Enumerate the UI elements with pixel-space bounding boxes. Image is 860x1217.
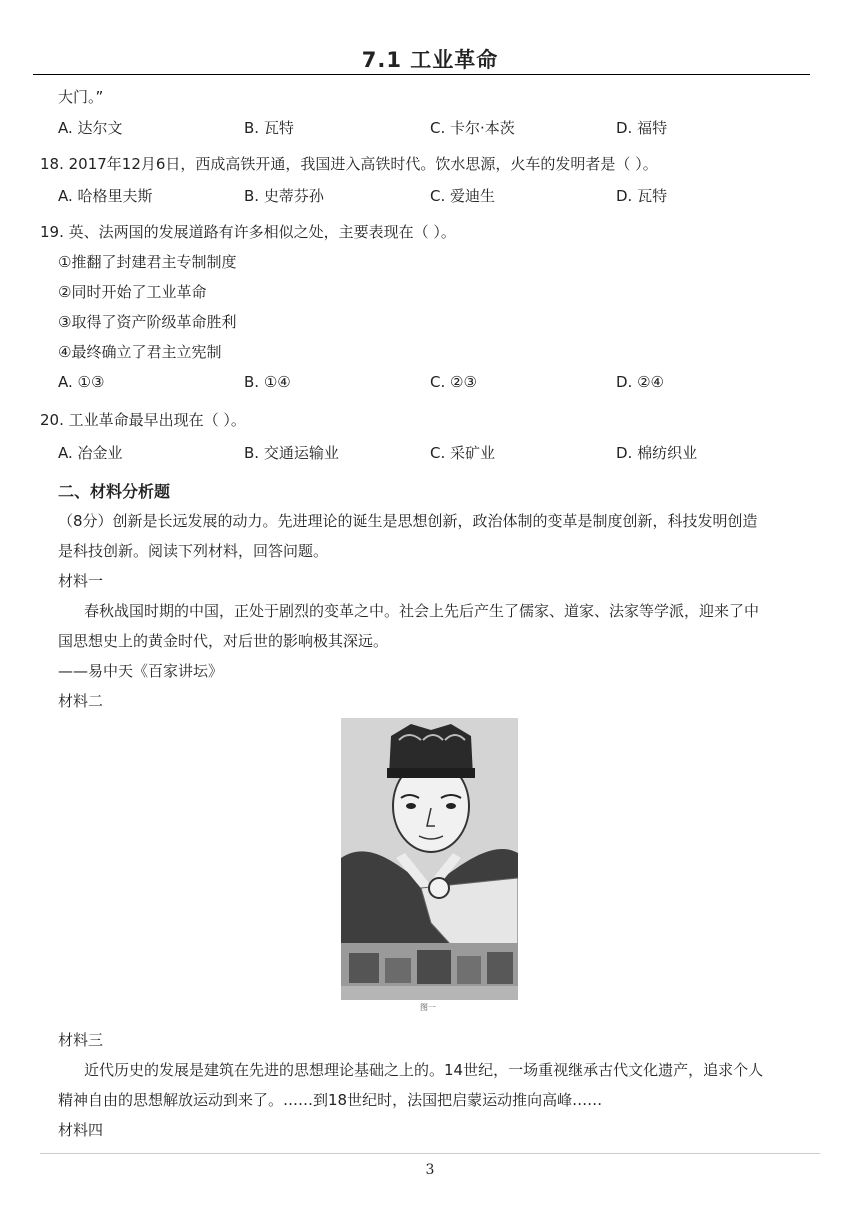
q18-option-a: A. 哈格里夫斯 [58,187,153,205]
q18-option-c: C. 爱迪生 [430,187,496,205]
material-2-label: 材料二 [58,692,104,710]
q20-option-a: A. 冶金业 [58,444,123,462]
q17-option-c: C. 卡尔·本茨 [430,119,515,137]
material-1-line-2: 国思想史上的黄金时代，对后世的影响极其深远。 [58,632,389,650]
footer-rule [40,1153,820,1154]
material-1-label: 材料一 [58,572,104,590]
section-intro-line-2: 是科技创新。阅读下列材料，回答问题。 [58,542,329,560]
q19-option-a: A. ①③ [58,373,105,391]
q19-item-2: ②同时开始了工业革命 [58,283,207,301]
ancient-scholar-portrait-image [341,718,518,1000]
q19-stem: 19. 英、法两国的发展道路有许多相似之处，主要表现在（ ）。 [40,223,456,241]
q19-option-d: D. ②④ [616,373,664,391]
q17-option-d: D. 福特 [616,119,668,137]
page-number: 3 [425,1162,435,1178]
material-3-line-1: 近代历史的发展是建筑在先进的思想理论基础之上的。14世纪，一场重视继承古代文化遗产，追求个人 [84,1061,764,1079]
q17-option-b: B. 瓦特 [244,119,294,137]
q19-item-1: ①推翻了封建君主专制制度 [58,253,237,271]
q20-option-b: B. 交通运输业 [244,444,339,462]
q17-option-a: A. 达尔文 [58,119,123,137]
material-3-label: 材料三 [58,1031,104,1049]
q19-option-b: B. ①④ [244,373,291,391]
q20-stem: 20. 工业革命最早出现在（ ）。 [40,411,246,429]
q17-options [58,117,818,139]
figure-caption: 图一 [420,1003,436,1012]
section-intro-line-1: （8分）创新是长远发展的动力。先进理论的诞生是思想创新，政治体制的变革是制度创新，科技发明创造 [58,512,758,530]
section-heading: 二、材料分析题 [58,482,171,501]
q18-options [58,185,818,207]
q18-option-d: D. 瓦特 [616,187,668,205]
q19-options [58,373,818,395]
material-1-source: ——易中天《百家讲坛》 [58,662,224,680]
q20-option-d: D. 棉纺织业 [616,444,698,462]
material-3-line-2: 精神自由的思想解放运动到来了。……到18世纪时，法国把启蒙运动推向高峰…… [58,1091,603,1109]
q17-tail: 大门。” [58,88,104,106]
q19-item-4: ④最终确立了君主立宪制 [58,343,222,361]
page-title: 7.1 工业革命 [361,48,499,72]
portrait-figure [341,718,518,1000]
q20-options [58,442,818,464]
q18-option-b: B. 史蒂芬孙 [244,187,324,205]
q19-option-c: C. ②③ [430,373,477,391]
q18-stem: 18. 2017年12月6日，西成高铁开通，我国进入高铁时代。饮水思源，火车的发明者是（ ）。 [40,155,658,173]
material-4-label: 材料四 [58,1121,104,1139]
title-rule [33,74,810,75]
q20-option-c: C. 采矿业 [430,444,496,462]
q19-item-3: ③取得了资产阶级革命胜利 [58,313,237,331]
material-1-line-1: 春秋战国时期的中国，正处于剧烈的变革之中。社会上先后产生了儒家、道家、法家等学派，迎来了中 [84,602,760,620]
